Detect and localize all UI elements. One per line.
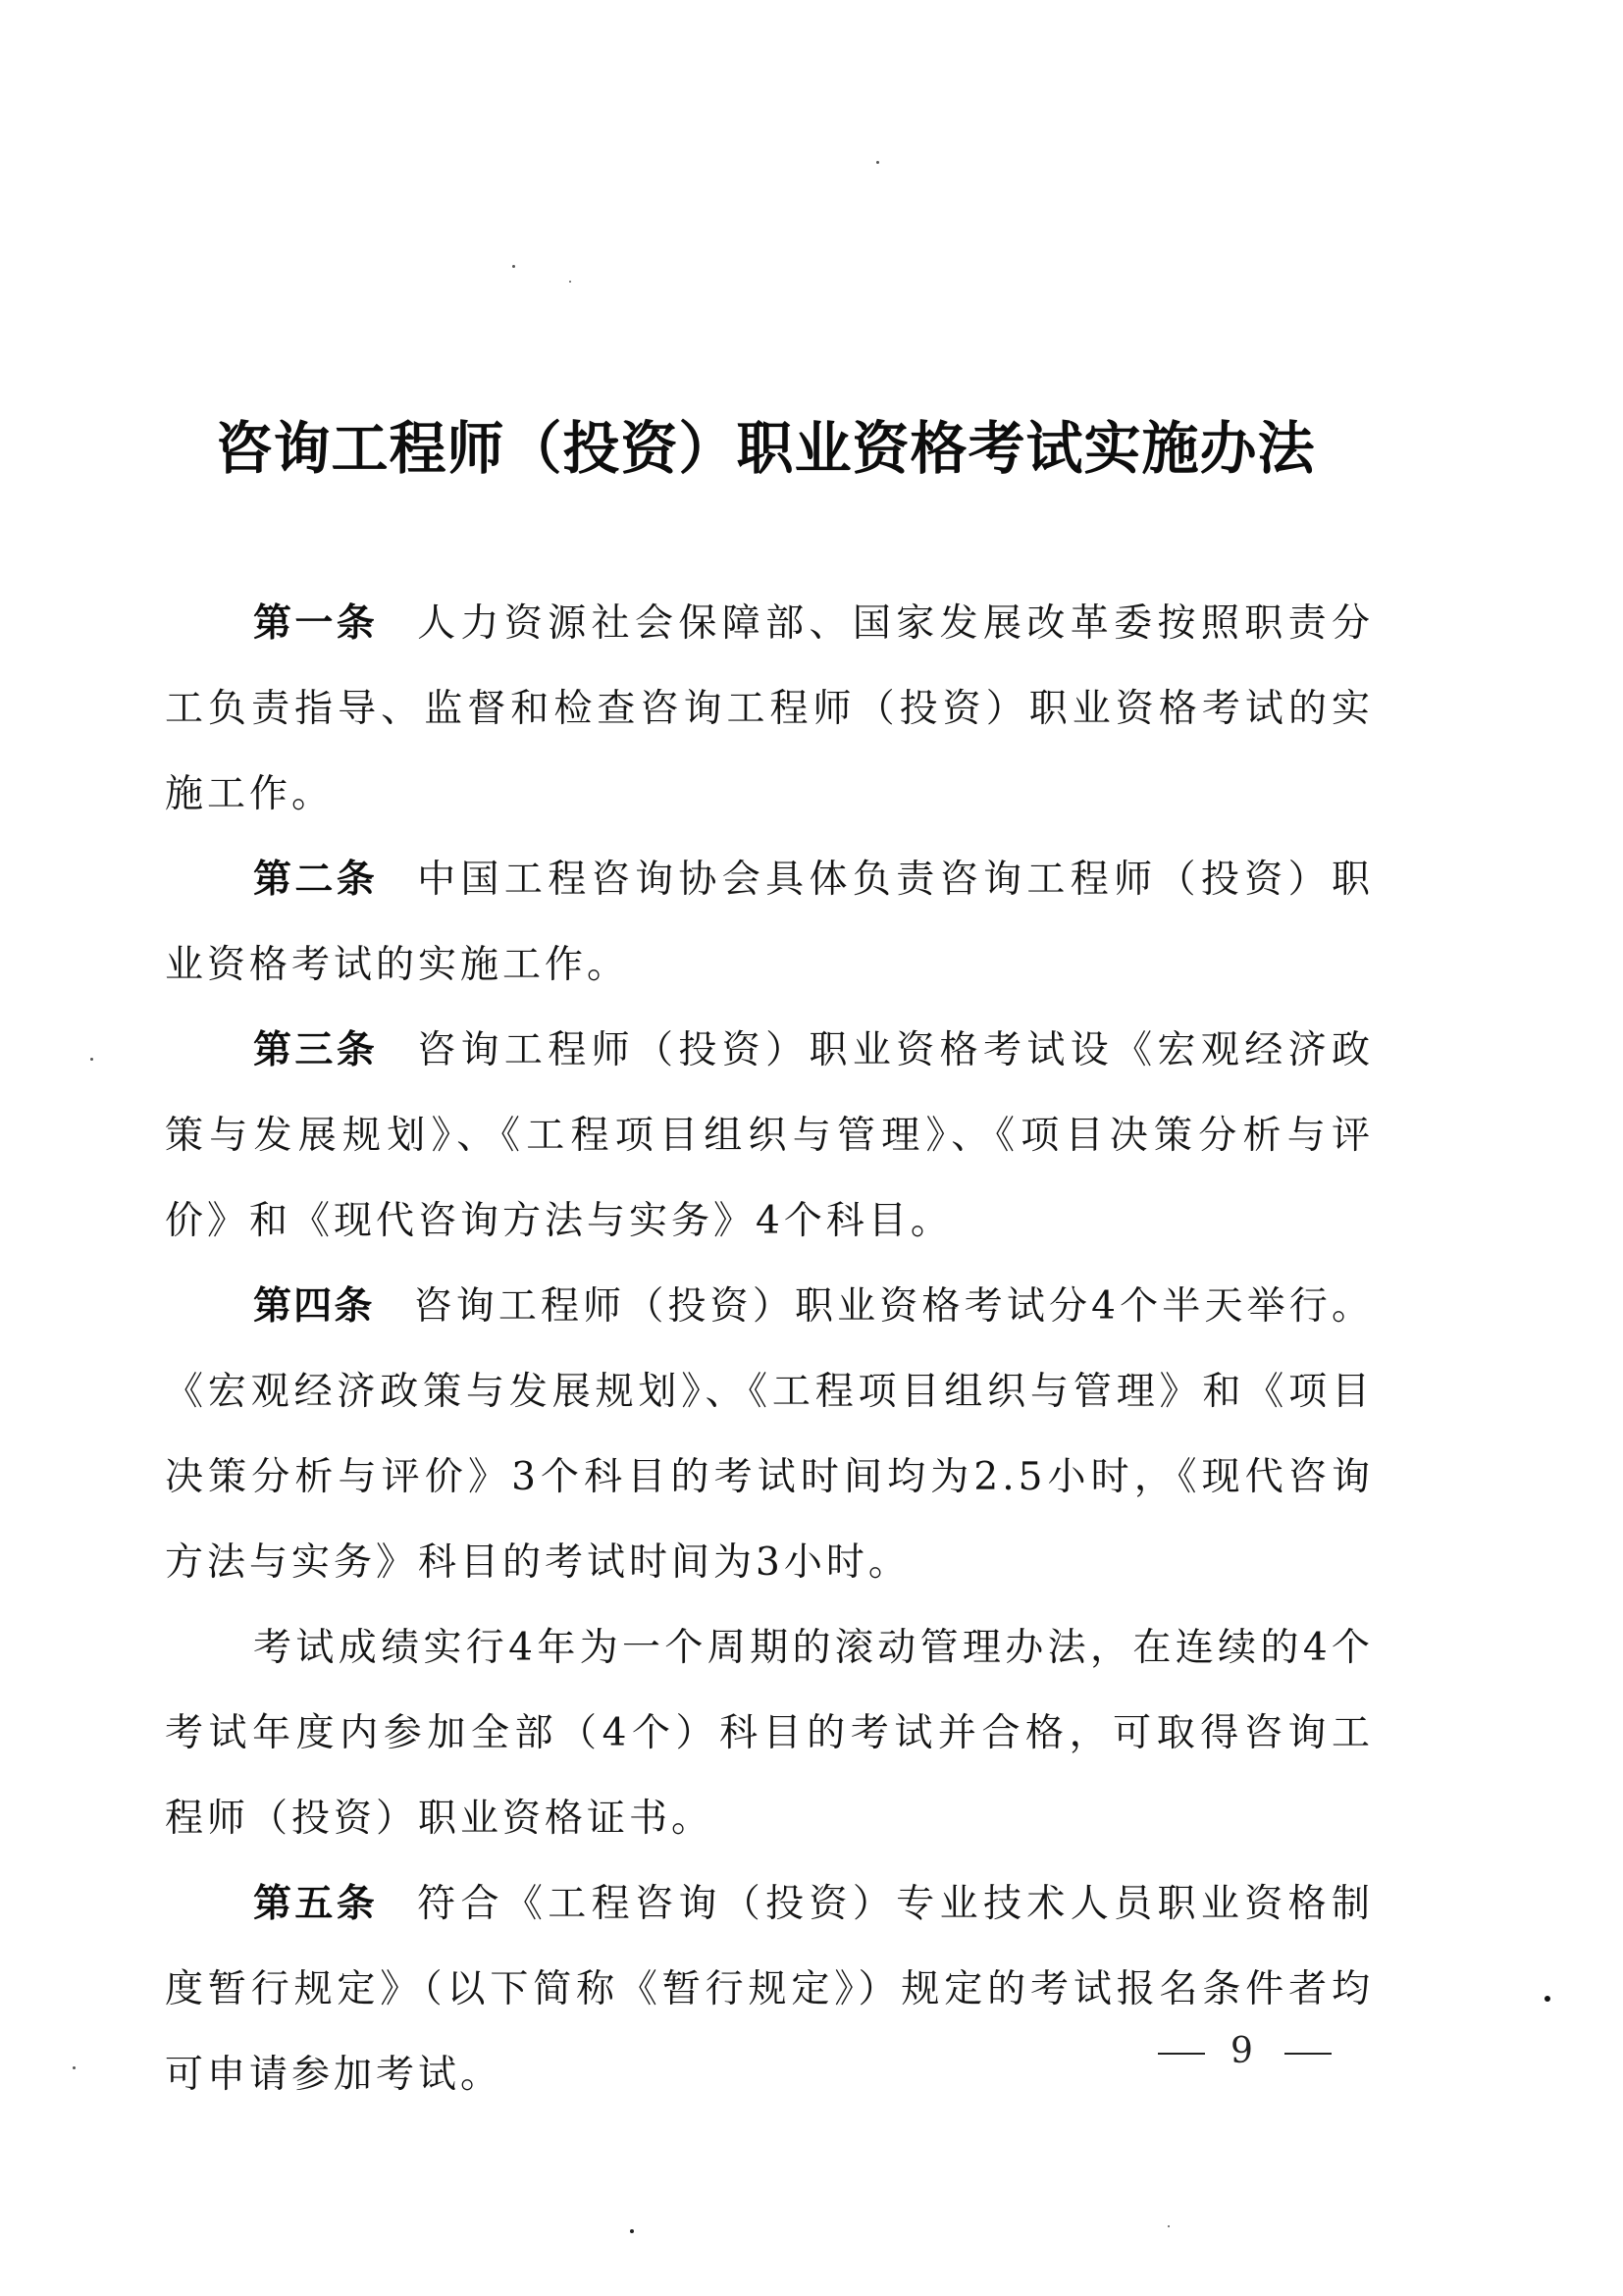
article-label: 第三条: [253, 1028, 379, 1072]
article-text: 咨询工程师（投资）职业资格考试分4个半天举行。《宏观经济政策与发展规划》、《工程项目组织与管理》和《项目决策分析与评价》3个科目的考试时间均为2.5小时，《现代咨询方法与实务》科目的考试时间为3小时。: [165, 1284, 1374, 1585]
article-text: 咨询工程师（投资）职业资格考试设《宏观经济政策与发展规划》、《工程项目组织与管理》、《项目决策分析与评价》和《现代咨询方法与实务》4个科目。: [165, 1028, 1374, 1243]
scan-speck: [876, 161, 879, 164]
article-label: 第五条: [253, 1882, 379, 1926]
article-1: [165, 581, 1374, 837]
page-number-value: 9: [1230, 2031, 1259, 2071]
page-number: [1158, 2031, 1332, 2071]
page-number-dash-right: [1284, 2053, 1332, 2055]
document-title: 咨询工程师（投资）职业资格考试实施办法: [215, 415, 1316, 482]
article-text: 符合《工程咨询（投资）专业技术人员职业资格制度暂行规定》（以下简称《暂行规定》）规定的考试报名条件者均可申请参加考试。: [165, 1882, 1374, 2097]
article-4-continued: [165, 1605, 1374, 1861]
article-text: 中国工程咨询协会具体负责咨询工程师（投资）职业资格考试的实施工作。: [165, 858, 1374, 987]
article-label: 第四条: [253, 1284, 375, 1329]
article-label: 第一条: [253, 601, 379, 646]
article-3: [165, 1008, 1374, 1264]
document-body: [165, 581, 1374, 2117]
article-5: [165, 1861, 1374, 2117]
article-label: 第二条: [253, 858, 379, 902]
article-2: [165, 837, 1374, 1008]
scan-speck: [569, 281, 571, 283]
scan-speck: [1168, 2225, 1170, 2227]
scan-speck: [90, 1058, 93, 1061]
scan-speck: [512, 265, 515, 268]
scan-speck: [73, 2066, 76, 2069]
article-text: 考试成绩实行4年为一个周期的滚动管理办法，在连续的4个考试年度内参加全部（4个）科目的考试并合格，可取得咨询工程师（投资）职业资格证书。: [165, 1626, 1374, 1841]
scan-speck: [630, 2229, 634, 2233]
page-number-dash-left: [1158, 2053, 1205, 2055]
scan-speck: [1544, 1996, 1550, 2002]
article-4: [165, 1264, 1374, 1605]
article-text: 人力资源社会保障部、国家发展改革委按照职责分工负责指导、监督和检查咨询工程师（投资）职业资格考试的实施工作。: [165, 601, 1374, 816]
